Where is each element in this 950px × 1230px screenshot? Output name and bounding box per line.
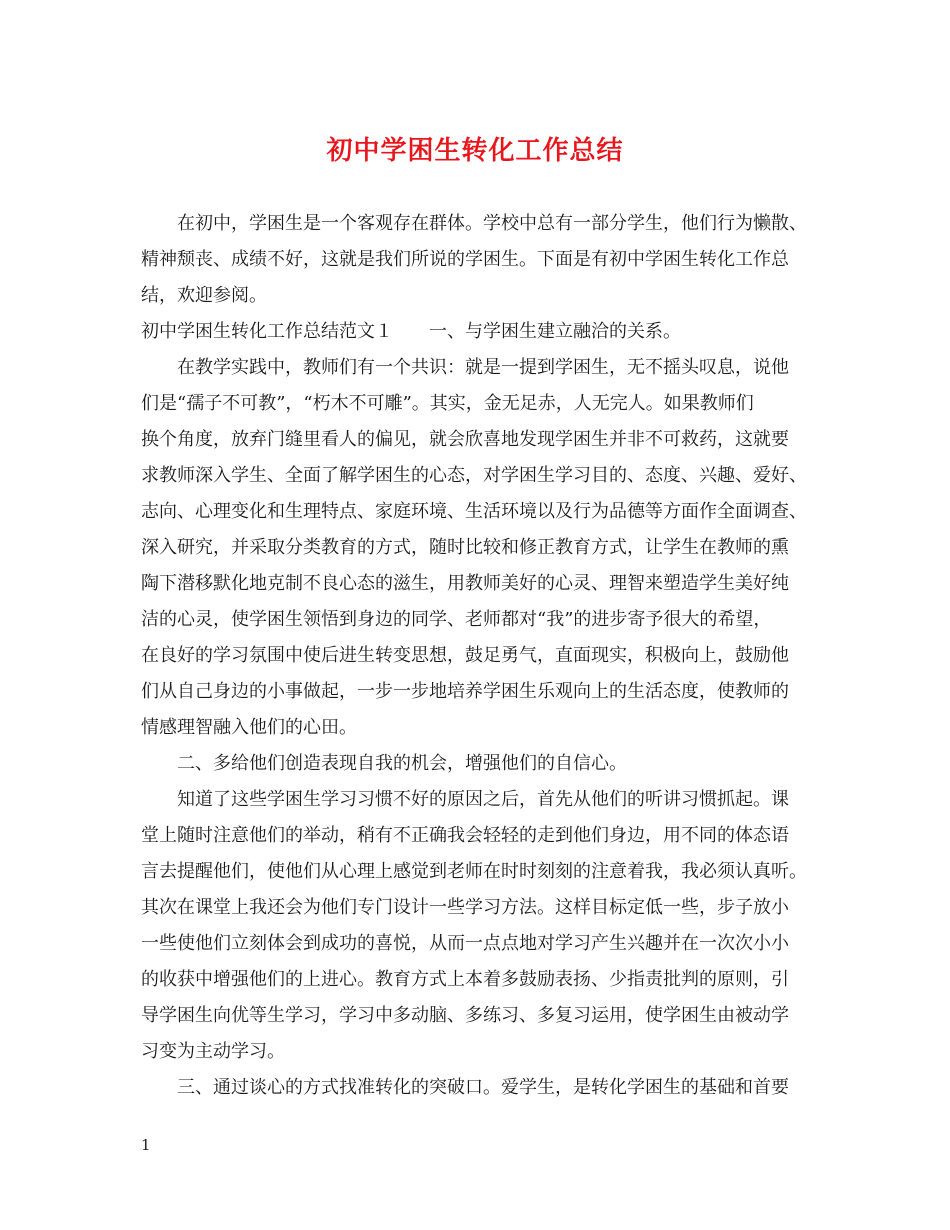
paragraph-line: 三、通过谈心的方式找准转化的突破口。爱学生，是转化学困生的基础和首要 bbox=[141, 1077, 789, 1098]
paragraph-line: 们是“孺子不可教”，“朽木不可雕”。其实，金无足赤，人无完人。如果教师们 bbox=[141, 393, 754, 414]
paragraph-line: 一些使他们立刻体会到成功的喜悦，从而一点点地对学习产生兴趣并在一次次小小 bbox=[141, 933, 789, 954]
paragraph-line: 其次在课堂上我还会为他们专门设计一些学习方法。这样目标定低一些，步子放小 bbox=[141, 897, 789, 918]
paragraph-line: 求教师深入学生、全面了解学困生的心态，对学困生学习目的、态度、兴趣、爱好、 bbox=[141, 465, 807, 486]
document-title: 初中学困生转化工作总结 bbox=[326, 136, 624, 166]
paragraph-body-2 bbox=[141, 782, 821, 1070]
paragraph-line: 结，欢迎参阅。 bbox=[141, 285, 267, 306]
paragraph-line: 言去提醒他们，使他们从心理上感觉到老师在时时刻刻的注意着我，我必须认真听。 bbox=[141, 861, 807, 882]
paragraph-line: 在教学实践中，教师们有一个共识：就是一提到学困生，无不摇头叹息，说他 bbox=[141, 357, 789, 378]
paragraph-intro bbox=[141, 206, 821, 314]
paragraph-line: 堂上随时注意他们的举动，稍有不正确我会轻轻的走到他们身边，用不同的体态语 bbox=[141, 825, 789, 846]
paragraph-line: 深入研究，并采取分类教育的方式，随时比较和修正教育方式，让学生在教师的熏 bbox=[141, 537, 789, 558]
paragraph-line: 初中学困生转化工作总结范文１ 一、与学困生建立融洽的关系。 bbox=[141, 321, 681, 342]
paragraph-line: 在初中，学困生是一个客观存在群体。学校中总有一部分学生，他们行为懒散、 bbox=[141, 213, 807, 234]
paragraph-section-heading-2 bbox=[141, 746, 821, 782]
paragraph-line: 志向、心理变化和生理特点、家庭环境、生活环境以及行为品德等方面作全面调查、 bbox=[141, 501, 807, 522]
paragraph-line: 的收获中增强他们的上进心。教育方式上本着多鼓励表扬、少指责批判的原则，引 bbox=[141, 969, 789, 990]
paragraph-section-heading-1 bbox=[141, 314, 821, 350]
paragraph-line: 们从自己身边的小事做起，一步一步地培养学困生乐观向上的生活态度，使教师的 bbox=[141, 681, 789, 702]
paragraph-line: 陶下潜移默化地克制不良心态的滋生，用教师美好的心灵、理智来塑造学生美好纯 bbox=[141, 573, 789, 594]
paragraph-line: 知道了这些学困生学习习惯不好的原因之后，首先从他们的听讲习惯抓起。课 bbox=[141, 789, 789, 810]
paragraph-line: 二、多给他们创造表现自我的机会，增强他们的自信心。 bbox=[141, 753, 627, 774]
paragraph-line: 导学困生向优等生学习，学习中多动脑、多练习、多复习运用，使学困生由被动学 bbox=[141, 1005, 789, 1026]
paragraph-section-heading-3 bbox=[141, 1070, 821, 1106]
paragraph-body-1 bbox=[141, 350, 821, 746]
paragraph-line: 换个角度，放弃门缝里看人的偏见，就会欣喜地发现学困生并非不可救药，这就要 bbox=[141, 429, 789, 450]
paragraph-line: 习变为主动学习。 bbox=[141, 1041, 285, 1062]
paragraph-line: 精神颓丧、成绩不好，这就是我们所说的学困生。下面是有初中学困生转化工作总 bbox=[141, 249, 789, 270]
paragraph-line: 情感理智融入他们的心田。 bbox=[141, 717, 357, 738]
paragraph-line: 洁的心灵，使学困生领悟到身边的同学、老师都对“我”的进步寄予很大的希望， bbox=[141, 609, 772, 630]
page-number: 1 bbox=[141, 1136, 151, 1154]
paragraph-line: 在良好的学习氛围中使后进生转变思想，鼓足勇气，直面现实，积极向上，鼓励他 bbox=[141, 645, 789, 666]
